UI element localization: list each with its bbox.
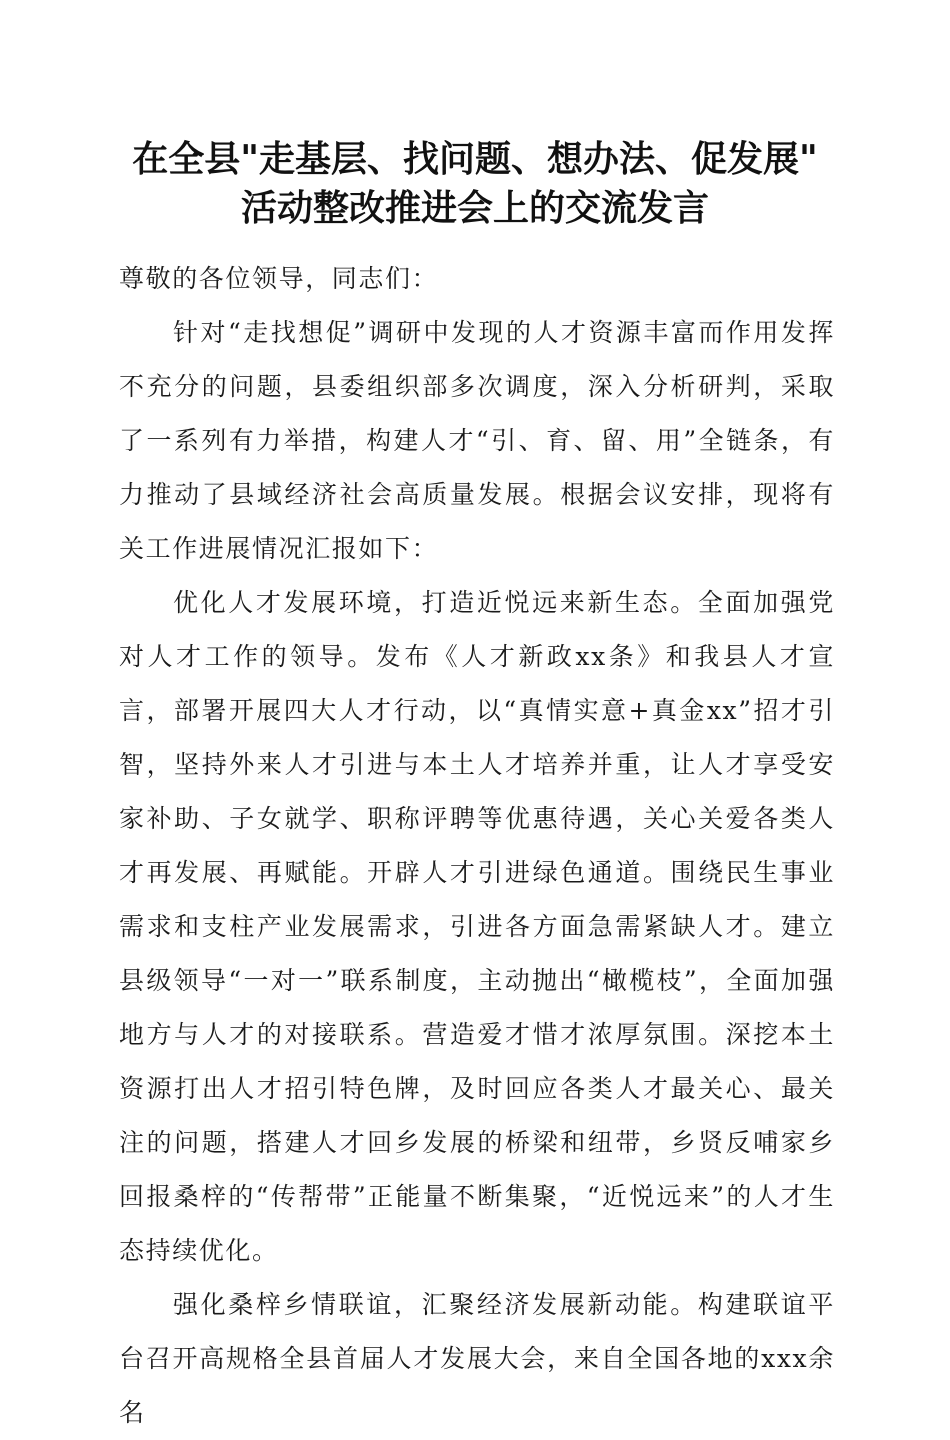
document-title-line-1: 在全县"走基层、找问题、想办法、促发展": [132, 138, 818, 180]
document-title-line-2: 活动整改推进会上的交流发言: [240, 187, 709, 229]
paragraph-environment: 优化人才发展环境，打造近悦远来新生态。全面加强党对人才工作的领导。发布《人才新政xx条》和我县人才宣言，部署开展四大人才行动，以“真情实意+真金xx”招才引智，坚持外来人才引进与本土人才培养并重，让人才享受安家补助、子女就学、职称评聘等优惠待遇，关心关爱各类人才再发展、再赋能。开辟人才引进绿色通道。围绕民生事业需求和支柱产业发展需求，引进各方面急需紧缺人才。建立县级领导“一对一”联系制度，主动抛出“橄榄枝”，全面加强地方与人才的对接联系。营造爱才惜才浓厚氛围。深挖本土资源打出人才招引特色牌，及时回应各类人才最关心、最关注的问题，搭建人才回乡发展的桥梁和纽带，乡贤反哺家乡回报桑梓的“传帮带”正能量不断集聚，“近悦远来”的人才生态持续优化。: [119, 588, 835, 1265]
document-body: [119, 252, 835, 1440]
paragraph-hometown: 强化桑梓乡情联谊，汇聚经济发展新动能。构建联谊平台召开高规格全县首届人才发展大会，来自全国各地的xxx余名: [119, 1290, 835, 1427]
paragraph-intro: 针对“走找想促”调研中发现的人才资源丰富而作用发挥不充分的问题，县委组织部多次调度，深入分析研判，采取了一系列有力举措，构建人才“引、育、留、用”全链条，有力推动了县域经济社会高质量发展。根据会议安排，现将有关工作进展情况汇报如下：: [119, 318, 835, 563]
salutation: 尊敬的各位领导，同志们：: [119, 264, 439, 293]
